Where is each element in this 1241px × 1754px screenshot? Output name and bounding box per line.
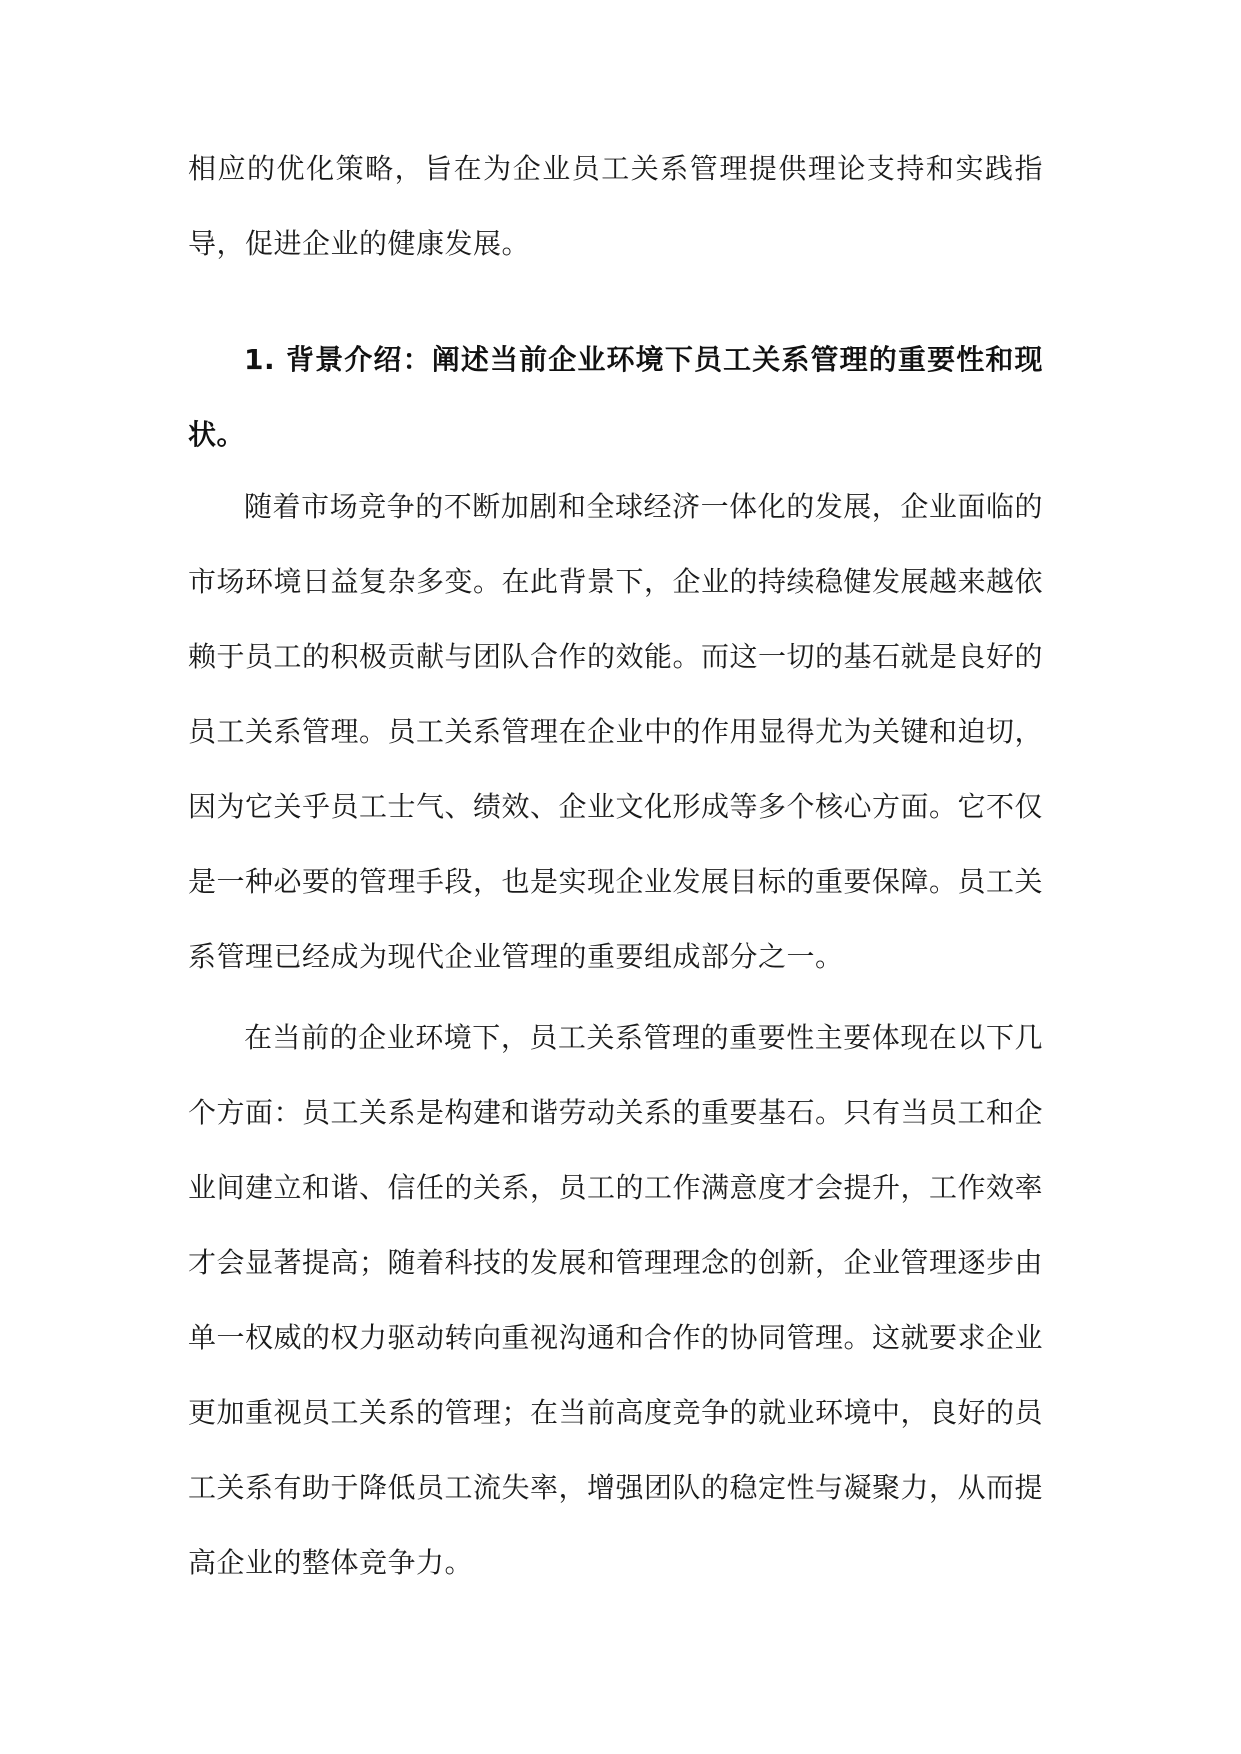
intro-paragraph: 相应的优化策略，旨在为企业员工关系管理提供理论支持和实践指导，促进企业的健康发展。 bbox=[188, 152, 1043, 260]
importance-paragraph: 在当前的企业环境下，员工关系管理的重要性主要体现在以下几个方面：员工关系是构建和谐劳动关系的重要基石。只有当员工和企业间建立和谐、信任的关系，员工的工作满意度才会提升，工作效率才会显著提高；随着科技的发展和管理理念的创新，企业管理逐步由单一权威的权力驱动转向重视沟通和合作的协同管理。这就要求企业更加重视员工关系的管理；在当前高度竞争的就业环境中，良好的员工关系有助于降低员工流失率，增强团队的稳定性与凝聚力，从而提高企业的整体竞争力。 bbox=[188, 1021, 1044, 1579]
section-heading: 1. 背景介绍：阐述当前企业环境下员工关系管理的重要性和现状。 bbox=[188, 343, 1043, 451]
background-paragraph: 随着市场竞争的不断加剧和全球经济一体化的发展，企业面临的市场环境日益复杂多变。在此背景下，企业的持续稳健发展越来越依赖于员工的积极贡献与团队合作的效能。而这一切的基石就是良好的员工关系管理。员工关系管理在企业中的作用显得尤为关键和迫切，因为它关乎员工士气、绩效、企业文化形成等多个核心方面。它不仅是一种必要的管理手段，也是实现企业发展目标的重要保障。员工关系管理已经成为现代企业管理的重要组成部分之一。 bbox=[188, 490, 1044, 973]
